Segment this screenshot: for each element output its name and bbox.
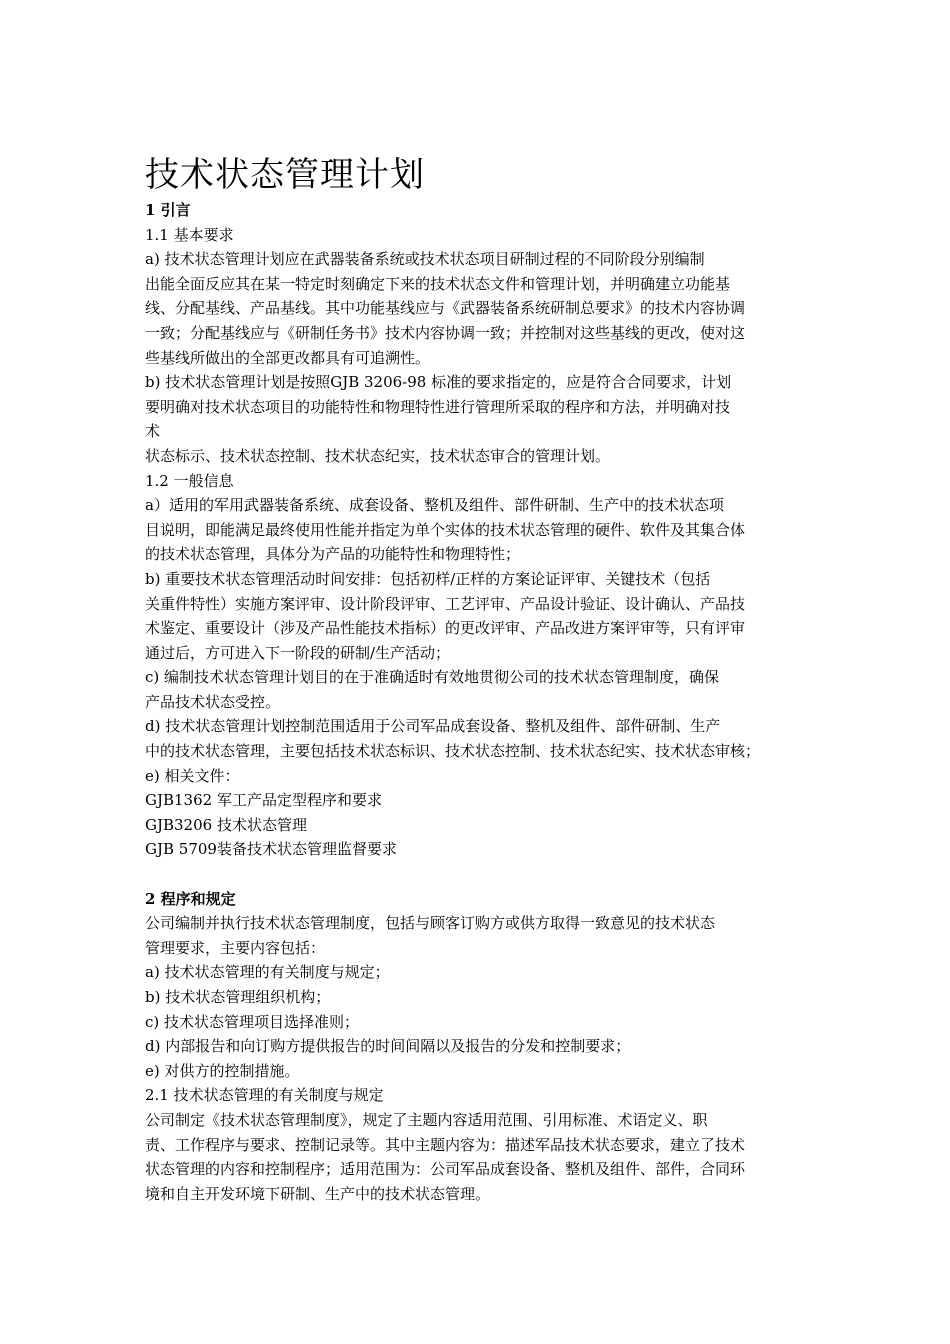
paragraph-line: c) 编制技术状态管理计划目的在于准确适时有效地贯彻公司的技术状态管理制度，确保 [145,668,720,687]
paragraph-line: a) 技术状态管理计划应在武器装备系统或技术状态项目研制过程的不同阶段分别编制 [145,250,705,269]
paragraph-line: 的技术状态管理，具体分为产品的功能特性和物理特性； [145,545,521,564]
paragraph-line: 状态标示、技术状态控制、技术状态纪实，技术状态审合的管理计划。 [145,446,611,465]
section-heading: 2 程序和规定 [145,889,236,908]
paragraph-line: d) 技术状态管理计划控制范围适用于公司军品成套设备、整机及组件、部件研制、生产 [145,717,721,736]
paragraph-line: 1.1 基本要求 [145,225,234,244]
paragraph-line: 境和自主开发环境下研制、生产中的技术状态管理。 [145,1184,491,1203]
paragraph-line: 术 [145,422,161,441]
paragraph-line: 线、分配基线、产品基线。其中功能基线应与《武器装备系统研制总要求》的技术内容协调 [145,299,746,318]
paragraph-line: 公司编制并执行技术状态管理制度，包括与顾客订购方或供方取得一致意见的技术状态 [145,914,716,933]
document-body [145,152,810,1206]
paragraph-line: c) 技术状态管理项目选择准则； [145,1012,360,1031]
paragraph-line: b) 重要技术状态管理活动时间安排：包括初样/正样的方案论证评审、关键技术（包括 [145,569,711,588]
paragraph-line: 术鉴定、重要设计（涉及产品性能技术指标）的更改评审、产品改进方案评审等，只有评审 [145,619,746,638]
document-text [145,198,810,1206]
paragraph-line: b) 技术状态管理计划是按照GJB 3206-98 标准的要求指定的，应是符合合同要求，计划 [145,373,732,392]
document-title: 技术状态管理计划 [145,155,425,195]
paragraph-line: d) 内部报告和向订购方提供报告的时间间隔以及报告的分发和控制要求； [145,1037,631,1056]
paragraph-line: 中的技术状态管理，主要包括技术状态标识、技术状态控制、技术状态纪实、技术状态审核； [145,742,761,761]
paragraph-line: 出能全面反应其在某一特定时刻确定下来的技术状态文件和管理计划，并明确建立功能基 [145,274,731,293]
paragraph-line: 通过后，方可进入下一阶段的研制/生产活动； [145,643,451,662]
paragraph-line: GJB 5709装备技术状态管理监督要求 [145,840,397,859]
blank-line [145,862,810,887]
paragraph-line: a) 技术状态管理的有关制度与规定； [145,963,390,982]
paragraph-line: b) 技术状态管理组织机构； [145,988,331,1006]
paragraph-line: 一致；分配基线应与《研制任务书》技术内容协调一致；并控制对这些基线的更改，使对这 [145,323,746,342]
paragraph-line: 状态管理的内容和控制程序；适用范围为：公司军品成套设备、整机及组件、部件，合同环 [145,1160,746,1179]
paragraph-line: 责、工作程序与要求、控制记录等。其中主题内容为：描述军品技术状态要求，建立了技术 [145,1135,746,1154]
paragraph-line: 管理要求，主要内容包括： [145,938,326,957]
paragraph-line: 1.2 一般信息 [145,471,234,490]
paragraph-line: 目说明，即能满足最终使用性能并指定为单个实体的技术状态管理的硬件、软件及其集合体 [145,520,746,539]
paragraph-line: 关重件特性）实施方案评审、设计阶段评审、工艺评审、产品设计验证、设计确认、产品技 [145,594,746,613]
paragraph-line: 产品技术状态受控。 [145,692,281,711]
paragraph-line: 公司制定《技术状态管理制度》，规定了主题内容适用范围、引用标准、术语定义、职 [145,1110,708,1129]
paragraph-line: e) 对供方的控制措施。 [145,1061,300,1080]
section-heading: 1 引言 [145,201,191,219]
paragraph-line: GJB1362 军工产品定型程序和要求 [145,791,382,810]
paragraph-line: 2.1 技术状态管理的有关制度与规定 [145,1086,384,1105]
paragraph-line: 些基线所做出的全部更改都具有可追溯性。 [145,348,431,367]
paragraph-line: GJB3206 技术状态管理 [145,815,307,834]
paragraph-line: 要明确对技术状态项目的功能特性和物理特性进行管理所采取的程序和方法，并明确对技 [145,397,731,416]
paragraph-line: a）适用的军用武器装备系统、成套设备、整机及组件、部件研制、生产中的技术状态项 [145,496,724,515]
paragraph-line: e) 相关文件： [145,766,240,785]
